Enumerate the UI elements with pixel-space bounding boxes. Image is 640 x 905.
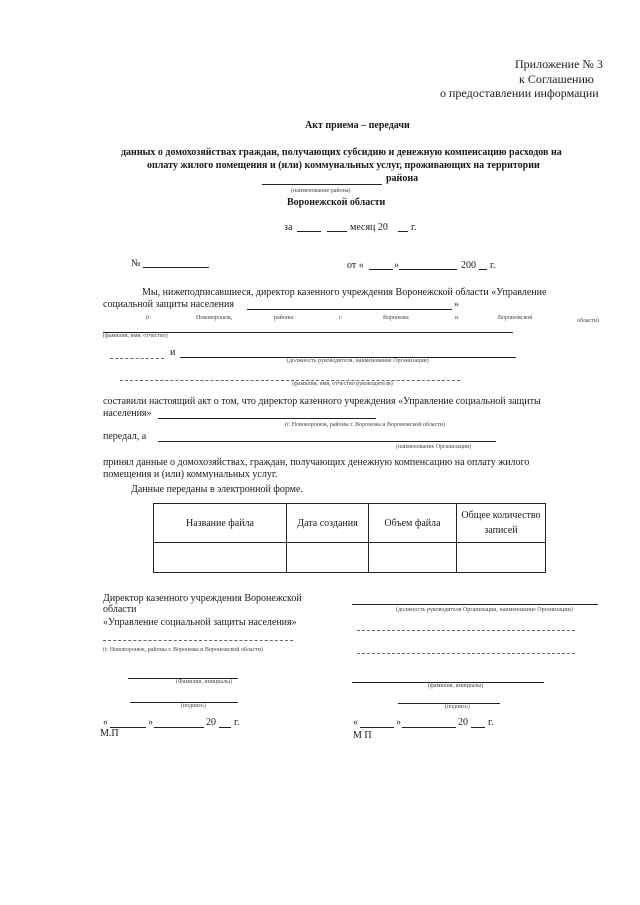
intro-line2-end: »: [454, 299, 459, 310]
left-date-month[interactable]: [154, 727, 204, 728]
director-fio-caption: (фамилия, имя, отчество): [103, 333, 168, 339]
handed-label: передал, а: [103, 431, 147, 442]
place-word: районы: [274, 315, 294, 321]
cell-file-size[interactable]: [369, 543, 457, 573]
left-department-field[interactable]: [103, 640, 293, 641]
position-caption: (должность руководителя, наименование Организации): [287, 358, 429, 364]
act-subject-line2: оплату жилого помещения и (или) коммунальных услуг, проживающих на территории: [147, 160, 540, 171]
district-suffix: района: [386, 173, 419, 184]
header-file-size: Объем файла: [369, 504, 457, 543]
left-place-caption: (г. Нововоронеж, районы г. Воронежа и Воронежской области): [103, 647, 263, 653]
date-month-field[interactable]: [399, 269, 457, 270]
organization-field[interactable]: [158, 441, 496, 442]
cell-creation-date[interactable]: [287, 543, 369, 573]
region-title: Воронежской области: [287, 197, 386, 208]
period-month: месяц 20: [350, 222, 388, 233]
place-caption: (г. Нововоронеж, районы г. Воронежа и Воронежской области): [285, 422, 445, 428]
number-field[interactable]: [143, 267, 209, 268]
received-line2: помещения и (или) коммунальных услуг.: [103, 469, 278, 480]
department-field[interactable]: [247, 309, 452, 310]
left-date-suffix: г.: [234, 717, 240, 728]
appendix-agreement: к Соглашению: [519, 72, 594, 86]
period-za: за: [284, 222, 293, 233]
head-caption: (фамилия, имя, отчество руководителя): [292, 381, 393, 387]
right-date-open: «: [353, 717, 358, 728]
date-suffix: г.: [490, 260, 496, 271]
right-date-month[interactable]: [402, 727, 456, 728]
right-date-day[interactable]: [360, 727, 394, 728]
and-word: и: [170, 347, 176, 358]
left-stamp: М.П: [100, 728, 119, 739]
date-year-field[interactable]: [479, 269, 487, 270]
header-record-count: Общее количество записей: [457, 504, 546, 543]
table-row: [154, 543, 546, 573]
place-word: и: [455, 315, 459, 321]
right-org-field-2[interactable]: [357, 653, 575, 654]
org-caption: (наименование Организации): [396, 444, 472, 450]
files-table: [153, 503, 546, 573]
received-line1: принял данные о домохозяйствах, граждан, получающих денежную компенсацию на оплату жилого: [103, 457, 530, 468]
place-word: Воронежской: [498, 315, 533, 321]
department-field-2[interactable]: [158, 418, 376, 419]
place-word: (г.: [146, 315, 152, 321]
right-stamp: М П: [353, 730, 372, 741]
place-word: г.: [339, 315, 343, 321]
left-sign-line2: области: [103, 604, 137, 615]
head-fio-field[interactable]: [120, 380, 460, 381]
left-date-mid: »: [148, 717, 153, 728]
cell-record-count[interactable]: [457, 543, 546, 573]
date-mid: »: [394, 260, 399, 271]
left-fio-caption: (Фамилия, инициалы): [176, 679, 233, 685]
appendix-number: Приложение № 3: [515, 57, 603, 71]
compiled-line1: составили настоящий акт о том, что директор казенного учреждения «Управление социальной защиты: [103, 396, 541, 407]
right-fio-caption: (фамилия, инициалы): [428, 683, 484, 689]
electronic-note: Данные переданы в электронной форме.: [131, 484, 303, 495]
header-file-name: Название файла: [154, 504, 287, 543]
right-date-suffix: г.: [488, 717, 494, 728]
appendix-subject: о предоставлении информации: [440, 86, 599, 100]
left-date-year-field[interactable]: [219, 727, 231, 728]
header-creation-date: Дата создания: [287, 504, 369, 543]
left-date-year: 20: [206, 717, 216, 728]
left-sign-line1: Директор казенного учреждения Воронежской: [103, 593, 302, 604]
left-sign-caption: (подпись): [181, 703, 206, 709]
right-date-year: 20: [458, 717, 468, 728]
date-prefix: от «: [347, 260, 364, 271]
right-date-year-field[interactable]: [471, 727, 485, 728]
period-field-2[interactable]: [327, 231, 347, 232]
left-sign-line3: «Управление социальной защиты населения»: [103, 617, 297, 628]
right-org-field-1[interactable]: [357, 630, 575, 631]
place-word: Воронежа: [383, 315, 409, 321]
date-day-field[interactable]: [369, 269, 393, 270]
right-date-mid: »: [396, 717, 401, 728]
intro-line2: социальной защиты населения: [103, 299, 234, 310]
place-word: Нововоронеж,: [196, 315, 233, 321]
table-header-row: [154, 504, 546, 543]
director-initials-field[interactable]: [110, 358, 164, 359]
place-word: области): [577, 318, 600, 324]
date-year: 200: [461, 260, 476, 271]
right-position-field[interactable]: [352, 604, 598, 605]
cell-file-name[interactable]: [154, 543, 287, 573]
district-caption: (наименование района): [291, 188, 351, 194]
right-position-caption: (должность руководителя Организации, наименование Организации): [396, 607, 573, 613]
act-subject-line1: данных о домохозяйствах граждан, получающих субсидию и денежную компенсацию расходов на: [121, 147, 562, 158]
left-date-open: «: [103, 717, 108, 728]
number-label: №: [131, 258, 141, 269]
intro-line1: Мы, нижеподписавшиеся, директор казенного учреждения Воронежской области «Управление: [142, 287, 547, 298]
compiled-line2: населения»: [103, 408, 152, 419]
district-field[interactable]: [262, 184, 382, 185]
act-title: Акт приема – передачи: [305, 120, 410, 131]
period-year-suffix: г.: [411, 222, 417, 233]
period-field-1[interactable]: [297, 231, 321, 232]
right-sign-caption: (подпись): [445, 704, 470, 710]
period-year-field[interactable]: [398, 231, 408, 232]
